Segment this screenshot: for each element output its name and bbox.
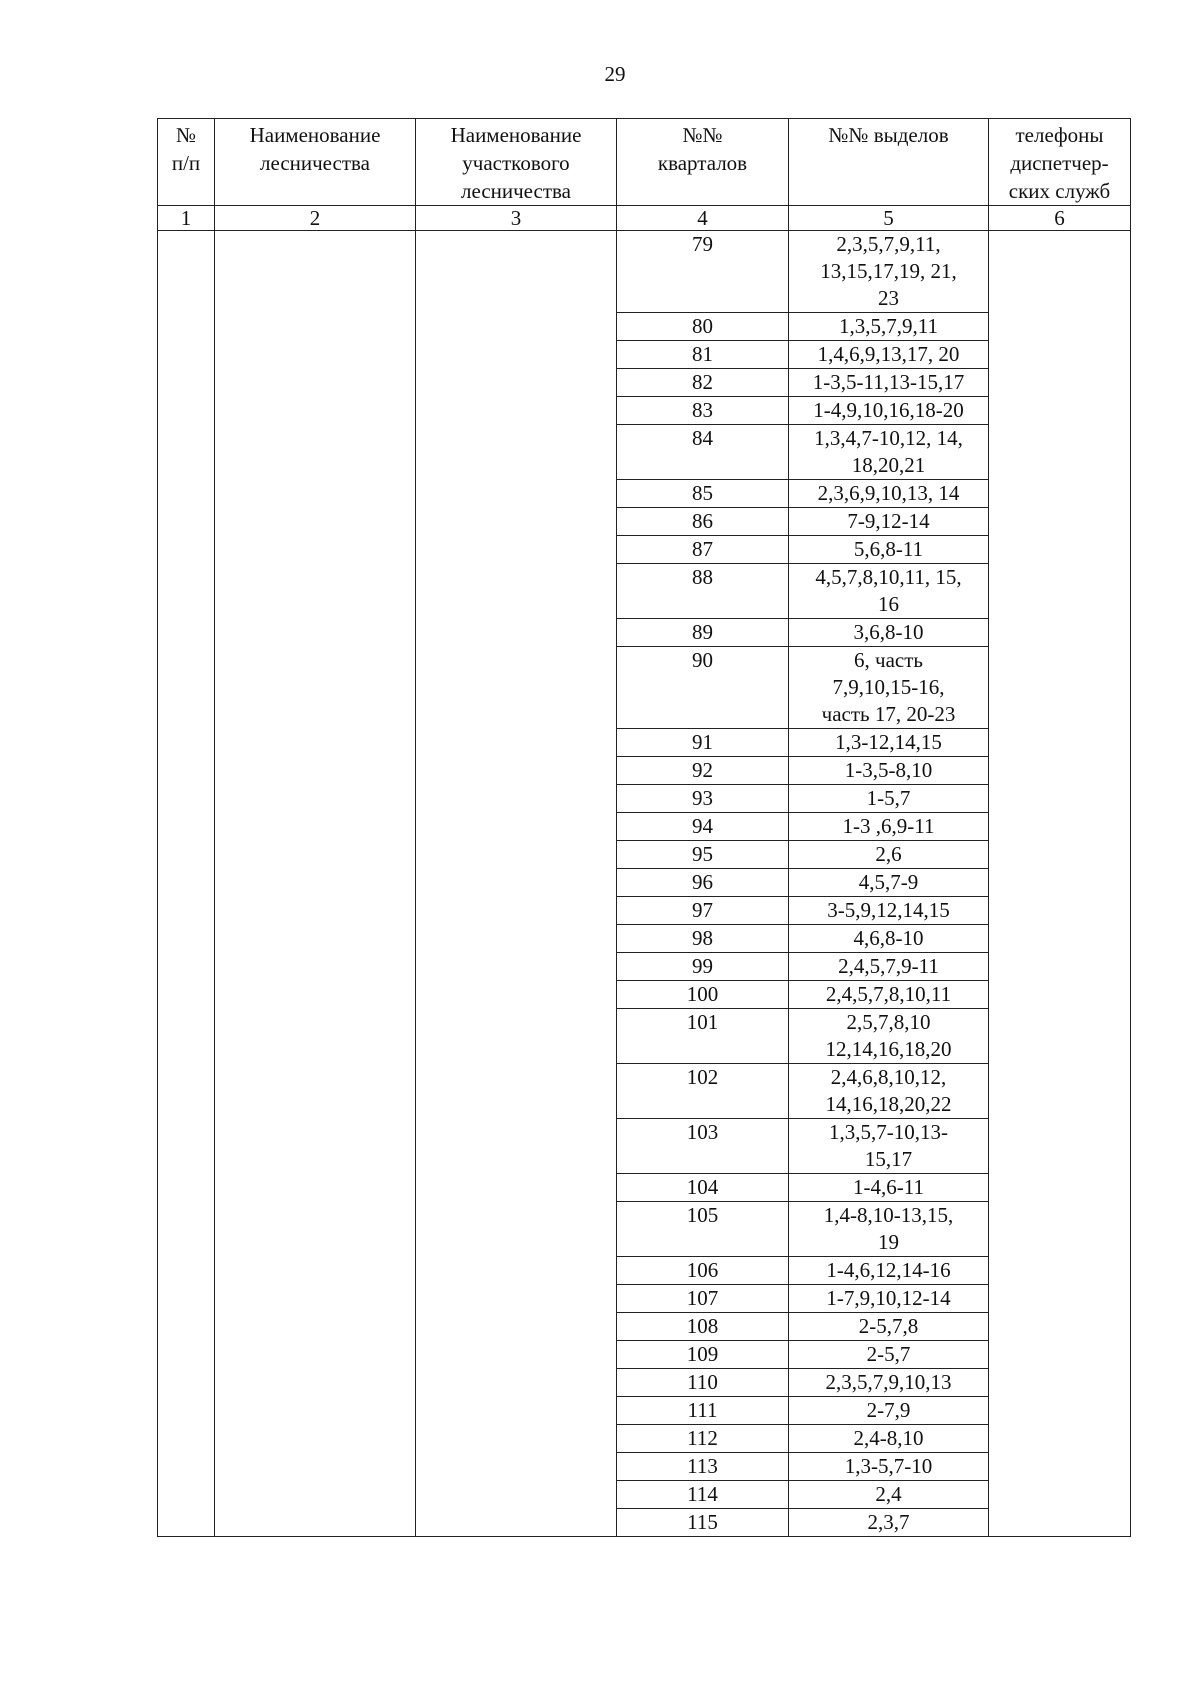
parcels-line: 1,3,5,7,9,11 <box>839 314 938 338</box>
quarter-cell: 81 <box>617 341 789 369</box>
parcels-line: 1,3,4,7-10,12, 14, <box>814 426 963 450</box>
parcels-line: 3,6,8-10 <box>853 620 924 644</box>
quarter-cell: 104 <box>617 1174 789 1202</box>
parcels-line: 23 <box>878 286 899 310</box>
quarter-cell: 80 <box>617 313 789 341</box>
table-body <box>158 231 1131 1537</box>
parcels-line: 12,14,16,18,20 <box>825 1037 952 1061</box>
quarter-cell: 92 <box>617 757 789 785</box>
quarter-cell: 79 <box>617 231 789 313</box>
parcels-cell <box>789 925 989 953</box>
column-number: 4 <box>617 206 789 231</box>
parcels-line: 4,5,7,8,10,11, 15, <box>815 565 962 589</box>
parcels-cell <box>789 231 989 313</box>
parcels-line: 1,3,5,7-10,13- <box>829 1120 948 1144</box>
parcels-cell <box>789 1174 989 1202</box>
quarter-cell: 110 <box>617 1369 789 1397</box>
header-cell-forestry: Наименование лесничества <box>215 119 416 206</box>
parcels-cell <box>789 897 989 925</box>
parcels-cell <box>789 785 989 813</box>
parcels-cell <box>789 729 989 757</box>
quarter-cell: 100 <box>617 981 789 1009</box>
quarter-cell: 106 <box>617 1257 789 1285</box>
quarter-cell: 103 <box>617 1119 789 1174</box>
column-number: 1 <box>158 206 215 231</box>
parcels-line: 2-5,7 <box>866 1342 911 1366</box>
parcels-line: 2,3,5,7,9,10,13 <box>825 1370 952 1394</box>
parcels-cell <box>789 619 989 647</box>
quarter-cell: 112 <box>617 1425 789 1453</box>
parcels-line: 2,4 <box>875 1482 902 1506</box>
parcels-line: 2,4-8,10 <box>853 1426 924 1450</box>
quarter-cell: 89 <box>617 619 789 647</box>
quarter-cell: 111 <box>617 1397 789 1425</box>
quarter-cell: 95 <box>617 841 789 869</box>
parcels-line: 2,6 <box>875 842 902 866</box>
parcels-cell <box>789 1425 989 1453</box>
parcels-line: 2,3,5,7,9,11, <box>836 232 941 256</box>
parcels-cell <box>789 1009 989 1064</box>
quarter-cell: 91 <box>617 729 789 757</box>
table-row <box>158 231 1131 313</box>
parcels-line: 5,6,8-11 <box>853 537 924 561</box>
parcels-line: 14,16,18,20,22 <box>825 1092 952 1116</box>
parcels-line: 4,5,7-9 <box>858 870 919 894</box>
parcels-cell <box>789 953 989 981</box>
quarter-cell: 93 <box>617 785 789 813</box>
column-number: 3 <box>416 206 617 231</box>
quarter-cell: 86 <box>617 508 789 536</box>
empty-cell-district-forestry <box>416 231 617 1537</box>
parcels-line: 1-3,5-8,10 <box>844 758 933 782</box>
parcels-line: 6, часть <box>854 648 923 672</box>
parcels-cell <box>789 508 989 536</box>
parcels-cell <box>789 1453 989 1481</box>
parcels-line: 1-3 ,6,9-11 <box>842 814 935 838</box>
parcels-cell <box>789 397 989 425</box>
quarter-cell: 88 <box>617 564 789 619</box>
parcels-cell <box>789 536 989 564</box>
parcels-cell <box>789 564 989 619</box>
parcels-line: 1,3-12,14,15 <box>835 730 942 754</box>
parcels-cell <box>789 1341 989 1369</box>
parcels-cell <box>789 1369 989 1397</box>
parcels-cell <box>789 813 989 841</box>
parcels-line: 19 <box>878 1230 899 1254</box>
parcels-line: 1,4,6,9,13,17, 20 <box>817 342 960 366</box>
parcels-line: 1,3-5,7-10 <box>844 1454 933 1478</box>
parcels-line: 7-9,12-14 <box>847 509 930 533</box>
header-cell-parcels: №№ выделов <box>789 119 989 206</box>
quarter-cell: 94 <box>617 813 789 841</box>
quarter-cell: 84 <box>617 425 789 480</box>
parcels-cell <box>789 647 989 729</box>
parcels-line: 2-5,7,8 <box>858 1314 919 1338</box>
parcels-cell <box>789 1313 989 1341</box>
parcels-line: 1-4,9,10,16,18-20 <box>813 398 964 422</box>
parcels-line: 1-4,6-11 <box>853 1175 924 1199</box>
parcels-line: 1-4,6,12,14-16 <box>826 1258 951 1282</box>
quarter-cell: 90 <box>617 647 789 729</box>
parcels-line: 3-5,9,12,14,15 <box>827 898 950 922</box>
parcels-cell <box>789 869 989 897</box>
quarter-cell: 108 <box>617 1313 789 1341</box>
header-cell-phones: телефоны диспетчер- ских служб <box>989 119 1131 206</box>
parcels-line: 13,15,17,19, 21, <box>820 259 957 283</box>
column-number: 2 <box>215 206 416 231</box>
parcels-cell <box>789 841 989 869</box>
parcels-cell <box>789 1481 989 1509</box>
parcels-cell <box>789 425 989 480</box>
parcels-line: 1-3,5-11,13-15,17 <box>812 370 965 394</box>
parcels-line: 2-7,9 <box>866 1398 911 1422</box>
parcels-cell <box>789 757 989 785</box>
parcels-cell <box>789 1397 989 1425</box>
parcels-cell <box>789 1257 989 1285</box>
parcels-line: 2,3,7 <box>867 1510 910 1534</box>
parcels-line: 15,17 <box>864 1147 913 1171</box>
parcels-line: 2,4,5,7,9-11 <box>838 954 939 978</box>
header-cell-number: № п/п <box>158 119 215 206</box>
parcels-line: 2,4,5,7,8,10,11 <box>825 982 952 1006</box>
parcels-cell <box>789 1064 989 1119</box>
parcels-cell <box>789 1509 989 1537</box>
quarter-cell: 114 <box>617 1481 789 1509</box>
quarter-cell: 82 <box>617 369 789 397</box>
parcels-line: 2,4,6,8,10,12, <box>830 1065 947 1089</box>
parcels-line: 1-5,7 <box>866 786 911 810</box>
quarter-cell: 115 <box>617 1509 789 1537</box>
parcels-cell <box>789 1202 989 1257</box>
parcels-cell <box>789 1119 989 1174</box>
quarter-cell: 101 <box>617 1009 789 1064</box>
column-number: 6 <box>989 206 1131 231</box>
parcels-line: 18,20,21 <box>851 453 926 477</box>
header-cell-district-forestry: Наименование участкового лесничества <box>416 119 617 206</box>
parcels-line: 1,4-8,10-13,15, <box>823 1203 954 1227</box>
quarter-cell: 109 <box>617 1341 789 1369</box>
quarter-cell: 105 <box>617 1202 789 1257</box>
header-cell-quarters: №№ кварталов <box>617 119 789 206</box>
column-number-row <box>158 206 1131 231</box>
empty-cell-number <box>158 231 215 1537</box>
parcels-cell <box>789 369 989 397</box>
parcels-line: 2,3,6,9,10,13, 14 <box>817 481 960 505</box>
quarter-cell: 83 <box>617 397 789 425</box>
parcels-cell <box>789 480 989 508</box>
parcels-line: 16 <box>878 592 899 616</box>
parcels-line: 2,5,7,8,10 <box>846 1010 931 1034</box>
quarter-cell: 102 <box>617 1064 789 1119</box>
parcels-line: 1-7,9,10,12-14 <box>826 1286 951 1310</box>
quarter-cell: 87 <box>617 536 789 564</box>
parcels-line: 7,9,10,15-16, <box>832 675 945 699</box>
quarter-cell: 113 <box>617 1453 789 1481</box>
forestry-table <box>157 118 1131 1537</box>
quarter-cell: 96 <box>617 869 789 897</box>
quarter-cell: 85 <box>617 480 789 508</box>
empty-cell-phones <box>989 231 1131 1537</box>
parcels-line: 4,6,8-10 <box>853 926 924 950</box>
quarter-cell: 107 <box>617 1285 789 1313</box>
column-number: 5 <box>789 206 989 231</box>
empty-cell-forestry <box>215 231 416 1537</box>
quarter-cell: 99 <box>617 953 789 981</box>
parcels-cell <box>789 341 989 369</box>
parcels-cell <box>789 313 989 341</box>
page-number: 29 <box>604 62 626 86</box>
parcels-cell <box>789 981 989 1009</box>
parcels-cell <box>789 1285 989 1313</box>
quarter-cell: 97 <box>617 897 789 925</box>
header-row <box>158 119 1131 206</box>
quarter-cell: 98 <box>617 925 789 953</box>
parcels-line: часть 17, 20-23 <box>821 702 956 726</box>
